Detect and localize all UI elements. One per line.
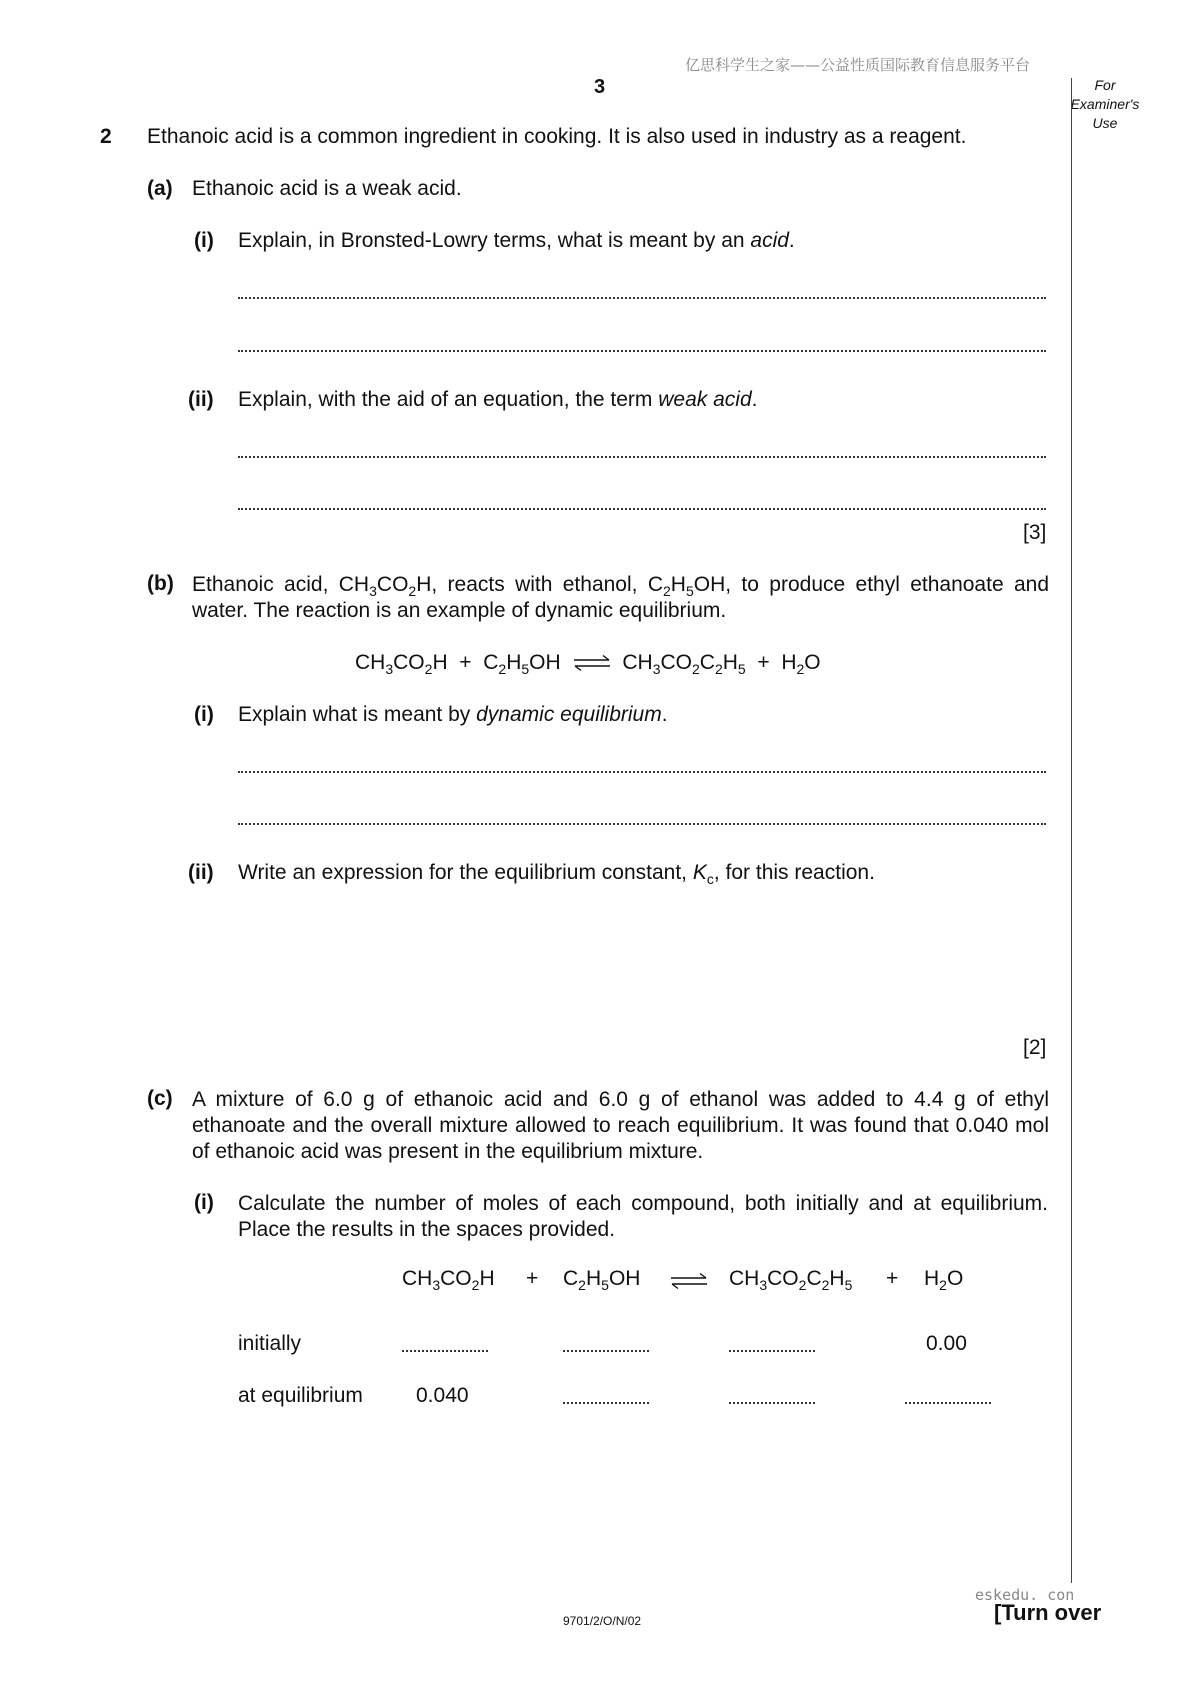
formula-ethanoic-acid-s2: 2 bbox=[408, 583, 417, 599]
formula-ethanol bbox=[647, 573, 726, 599]
eq-p1-c: C bbox=[699, 651, 715, 674]
eq-p1-b: CO bbox=[660, 651, 692, 674]
part-b-i-question bbox=[238, 703, 668, 727]
table-eq-p1-s3: 2 bbox=[821, 1277, 830, 1293]
part-b-label: (b) bbox=[147, 572, 174, 595]
part-b-text-3: , to produce ethyl ethanoate and water. The reaction is an example of dynamic equilibrium. bbox=[192, 573, 1050, 622]
initial-ester-entry[interactable] bbox=[729, 1350, 815, 1352]
table-eq-r2 bbox=[563, 1267, 640, 1291]
table-eq-p2-a: H bbox=[924, 1267, 940, 1290]
table-eq-p1-s2: 2 bbox=[798, 1277, 807, 1293]
examiner-word-3: Use bbox=[1092, 115, 1118, 131]
part-a-i-text-pre: Explain, in Bronsted-Lowry terms, what is meant by an bbox=[238, 229, 751, 252]
formula-ethanol-b: H bbox=[670, 573, 686, 596]
equilibrium-equation bbox=[355, 651, 821, 675]
eq-r2-s2: 5 bbox=[521, 661, 530, 677]
formula-ethanoic-acid-s1: 3 bbox=[369, 583, 377, 599]
eq-r1-s2: 2 bbox=[424, 661, 433, 677]
part-c-i-label: (i) bbox=[194, 1191, 214, 1214]
question-intro: Ethanoic acid is a common ingredient in cooking. It is also used in industry as a reagent. bbox=[147, 125, 967, 148]
eq-r2-b: H bbox=[506, 651, 522, 674]
eq-plus-1: + bbox=[459, 651, 472, 674]
eq-p1-s2: 2 bbox=[691, 661, 700, 677]
formula-ethanoic-acid-b: CO bbox=[376, 573, 409, 596]
part-b-i-label: (i) bbox=[194, 703, 214, 726]
table-eq-r2-s2: 5 bbox=[601, 1277, 609, 1293]
part-a-ii-question bbox=[238, 388, 758, 412]
table-eq-r1-a: CH bbox=[402, 1267, 433, 1290]
part-a-ii-text-pre: Explain, with the aid of an equation, the term bbox=[238, 388, 659, 411]
part-c-text: A mixture of 6.0 g of ethanoic acid and 6.0 g of ethanol was added to 4.4 g of ethyl ethanoate and the overall mixture allowed to reach equilibrium. It was found that 0.040 mol of ethanoic acid was present in the equilibrium mixture. bbox=[192, 1088, 1049, 1163]
eq-p1 bbox=[622, 651, 746, 677]
table-eq-plus-2: + bbox=[886, 1267, 899, 1290]
marks-b: [2] bbox=[1023, 1036, 1047, 1059]
part-b-text-2: , reacts with ethanol, bbox=[431, 573, 648, 596]
eq-r1-s1: 3 bbox=[385, 661, 394, 677]
eq-p2 bbox=[781, 651, 821, 677]
equilibrium-water-entry[interactable] bbox=[905, 1402, 991, 1404]
watermark-bottom: eskedu. con bbox=[975, 1586, 1075, 1604]
eq-r2-a: C bbox=[483, 651, 499, 674]
part-a-i-text-post: . bbox=[788, 229, 795, 252]
equilibrium-ethanol-entry[interactable] bbox=[563, 1402, 649, 1404]
watermark-top: 亿思科学生之家——公益性质国际教育信息服务平台 bbox=[685, 56, 1031, 74]
table-eq-p1-s1: 3 bbox=[759, 1277, 768, 1293]
formula-ethanol-c: OH bbox=[693, 573, 726, 596]
answer-line-b-i-2[interactable] bbox=[238, 823, 1046, 825]
eq-p2-b: O bbox=[804, 651, 821, 674]
part-c-label: (c) bbox=[147, 1087, 173, 1110]
answer-line-a-i-2[interactable] bbox=[238, 350, 1046, 352]
equilibrium-ester-entry[interactable] bbox=[729, 1402, 815, 1404]
eq-r1-a: CH bbox=[355, 651, 386, 674]
formula-ethanol-s1: 2 bbox=[663, 583, 671, 599]
table-eq-p1-c: C bbox=[806, 1267, 822, 1290]
table-eq-p1-b: CO bbox=[767, 1267, 799, 1290]
paper-code: 9701/2/O/N/02 bbox=[563, 1614, 642, 1628]
formula-ethanol-s2: 5 bbox=[685, 583, 694, 599]
answer-line-a-i-1[interactable] bbox=[238, 297, 1046, 299]
eq-r2-s1: 2 bbox=[498, 661, 507, 677]
table-eq-r1 bbox=[402, 1267, 495, 1291]
examiner-word-1: For bbox=[1094, 77, 1116, 93]
table-eq-p1-a: CH bbox=[729, 1267, 760, 1290]
table-eq-r2-s1: 2 bbox=[578, 1277, 586, 1293]
table-eq-r1-s2: 2 bbox=[471, 1277, 480, 1293]
row-label-equilibrium: at equilibrium bbox=[238, 1384, 363, 1407]
table-eq-r2-b: H bbox=[585, 1267, 602, 1290]
initial-water-value: 0.00 bbox=[926, 1332, 967, 1355]
table-equilibrium-arrows-icon bbox=[670, 1272, 708, 1290]
eq-p2-a: H bbox=[781, 651, 797, 674]
table-eq-p2 bbox=[924, 1267, 963, 1291]
equilibrium-arrows-icon bbox=[573, 654, 611, 672]
examiner-margin-rule bbox=[1071, 78, 1072, 1583]
part-b-ii-label: (ii) bbox=[188, 861, 214, 884]
part-b-i-text-pre: Explain what is meant by bbox=[238, 703, 477, 726]
eq-p1-a: CH bbox=[622, 651, 653, 674]
table-eq-p1-d: H bbox=[829, 1267, 845, 1290]
table-eq-p1-s4: 5 bbox=[844, 1277, 853, 1293]
eq-p1-d: H bbox=[722, 651, 738, 674]
table-eq-r1-c: H bbox=[479, 1267, 495, 1290]
table-eq-p2-s1: 2 bbox=[939, 1277, 947, 1293]
part-c-i-text: Calculate the number of moles of each compound, both initially and at equilibrium. Place the results in the spaces provided. bbox=[238, 1192, 1048, 1241]
examiner-word-2: Examiner's bbox=[1070, 96, 1140, 112]
eq-p1-s3: 2 bbox=[714, 661, 723, 677]
eq-r1-c: H bbox=[432, 651, 448, 674]
answer-line-a-ii-2[interactable] bbox=[238, 508, 1046, 510]
part-b-i-text-post: . bbox=[661, 703, 668, 726]
part-b-i-text-em: dynamic equilibrium bbox=[476, 703, 662, 726]
part-a-ii-text-em: weak acid bbox=[658, 388, 752, 411]
eq-r1 bbox=[355, 651, 448, 677]
answer-line-a-ii-1[interactable] bbox=[238, 456, 1046, 458]
eq-r2 bbox=[483, 651, 561, 677]
formula-ethanol-a: C bbox=[647, 573, 663, 596]
formula-ethanoic-acid-c: H bbox=[416, 573, 432, 596]
part-a-ii-text-post: . bbox=[751, 388, 758, 411]
part-b-ii-sub: c bbox=[706, 871, 714, 887]
initial-ethanol-entry[interactable] bbox=[563, 1350, 649, 1352]
row-label-initially: initially bbox=[238, 1332, 302, 1355]
eq-plus-2: + bbox=[757, 651, 770, 674]
part-a-i-text-em: acid bbox=[750, 229, 789, 252]
part-a-text: Ethanoic acid is a weak acid. bbox=[192, 177, 462, 200]
part-b-ii-K: K bbox=[692, 861, 707, 884]
marks-a: [3] bbox=[1023, 521, 1047, 544]
equilibrium-acid-value: 0.040 bbox=[416, 1384, 469, 1407]
eq-r1-b: CO bbox=[393, 651, 425, 674]
question-number: 2 bbox=[100, 125, 112, 148]
part-a-ii-label: (ii) bbox=[188, 388, 214, 411]
table-eq-r1-b: CO bbox=[440, 1267, 472, 1290]
initial-acid-entry[interactable] bbox=[402, 1350, 488, 1352]
table-eq-r2-c: OH bbox=[608, 1267, 641, 1290]
eq-p2-s1: 2 bbox=[796, 661, 805, 677]
formula-ethanoic-acid-a: CH bbox=[338, 573, 370, 596]
part-a-i-question bbox=[238, 229, 795, 253]
part-b-text bbox=[192, 572, 1049, 624]
part-b-ii-question bbox=[238, 861, 875, 885]
table-eq-p1 bbox=[729, 1267, 852, 1291]
turn-over: [Turn over bbox=[994, 1600, 1102, 1625]
table-eq-plus-1: + bbox=[526, 1267, 539, 1290]
eq-r2-c: OH bbox=[529, 651, 561, 674]
part-b-ii-text-pre: Write an expression for the equilibrium constant, bbox=[238, 861, 693, 884]
formula-ethanoic-acid bbox=[338, 573, 432, 599]
answer-line-b-i-1[interactable] bbox=[238, 771, 1046, 773]
kc-answer-space[interactable] bbox=[238, 900, 1038, 1020]
part-b-text-1: Ethanoic acid, bbox=[192, 573, 339, 596]
table-eq-p2-b: O bbox=[946, 1267, 964, 1290]
table-eq-r2-a: C bbox=[563, 1267, 579, 1290]
eq-p1-s1: 3 bbox=[652, 661, 661, 677]
part-b-ii-text-post: , for this reaction. bbox=[713, 861, 875, 884]
page-number: 3 bbox=[594, 76, 606, 98]
part-a-i-label: (i) bbox=[194, 229, 214, 252]
examiner-use-label bbox=[1070, 76, 1140, 133]
table-eq-r1-s1: 3 bbox=[432, 1277, 441, 1293]
part-a-label: (a) bbox=[147, 177, 173, 200]
eq-p1-s4: 5 bbox=[737, 661, 746, 677]
